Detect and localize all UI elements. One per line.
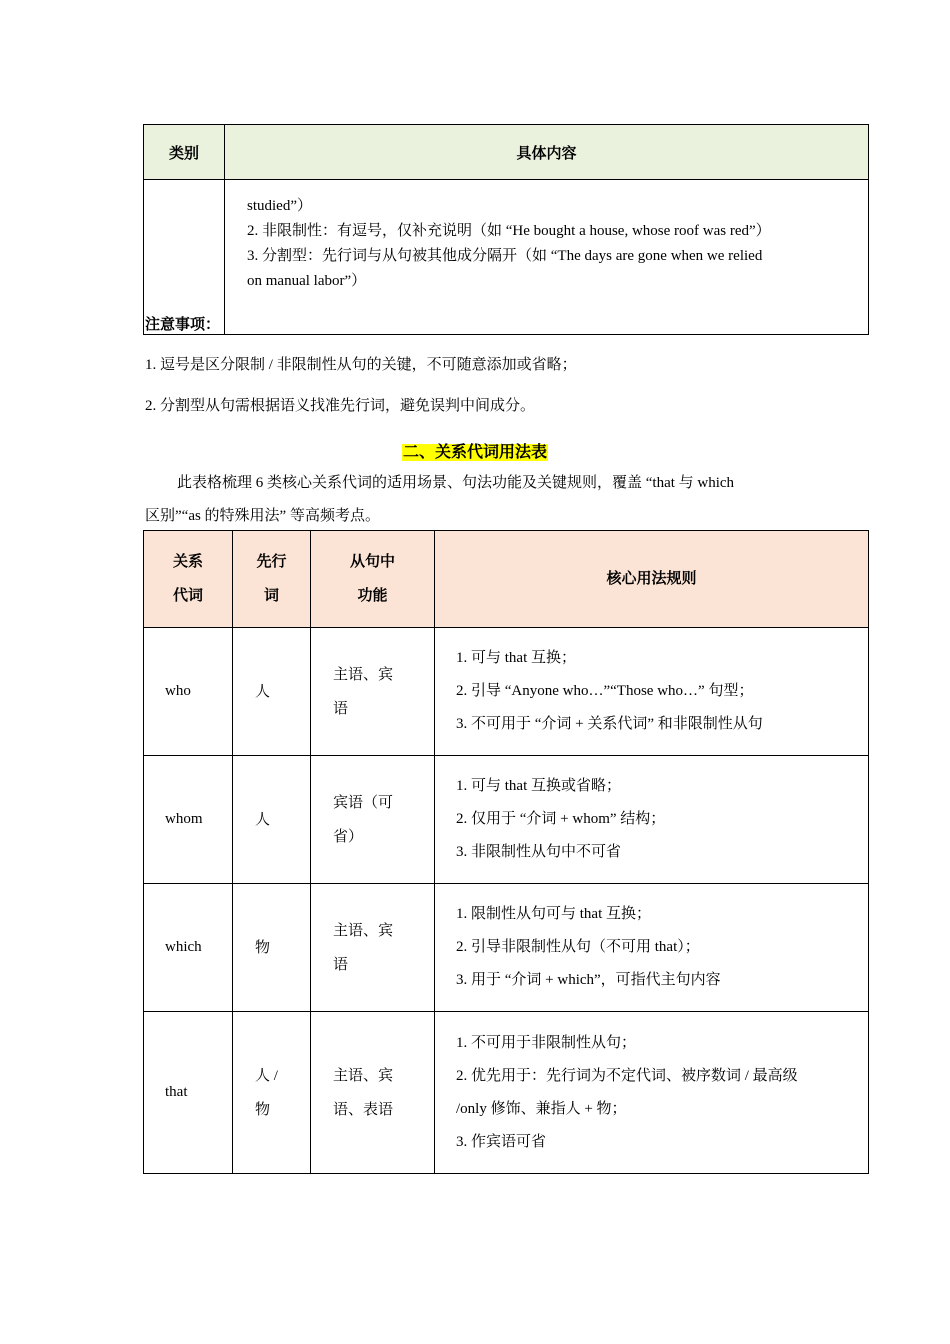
rule-line: 2. 引导 “Anyone who…”“Those who…” 句型； [456, 683, 754, 699]
pronoun-cell: who [144, 628, 233, 756]
header-antecedent [233, 531, 311, 628]
rule-line: 1. 可与 that 互换或省略； [456, 778, 621, 794]
pronoun-cell: that [144, 1012, 233, 1174]
table-header-row [144, 531, 869, 628]
rule-line: 2. 引导非限制性从句（不可用 that）； [456, 939, 700, 955]
rules-cell [435, 1012, 869, 1174]
header-text: 先行 [256, 554, 287, 570]
intro-line: 此表格梳理 6 类核心关系代词的适用场景、句法功能及关键规则，覆盖 “that 与 which [177, 475, 735, 491]
intro-line: 区别”“as 的特殊用法” 等高频考点。 [145, 508, 380, 524]
rule-line: 3. 作宾语可省 [456, 1133, 547, 1150]
rule-line: 2. 仅用于 “介词 + whom” 结构； [456, 811, 666, 827]
function-cell [311, 1012, 435, 1174]
pronoun-cell: which [144, 884, 233, 1012]
table-header-row [144, 125, 869, 180]
rule-line: 3. 用于 “介词 + which”，可指代主句内容 [456, 972, 721, 988]
header-text: 从句中 [349, 554, 395, 570]
rule-line: 3. 非限制性从句中不可省 [456, 844, 622, 860]
rule-line: /only 修饰、兼指人 + 物； [456, 1100, 627, 1117]
header-text: 关系 [172, 554, 203, 570]
cell-line: 语、表语 [333, 1101, 394, 1118]
cell-line: 语 [333, 700, 349, 717]
table-row [144, 1012, 869, 1174]
header-text: 代词 [172, 588, 203, 604]
cell-line: 语 [333, 956, 349, 973]
category-table [143, 124, 869, 335]
header-rules: 核心用法规则 [435, 531, 869, 628]
section-title [0, 439, 950, 462]
cell-line: 物 [255, 1101, 271, 1118]
relative-pronoun-table [143, 530, 869, 1174]
rule-line: 3. 不可用于 “介词 + 关系代词” 和非限制性从句 [456, 716, 763, 732]
note-item: 2. 分割型从句需根据语义找准先行词，避免误判中间成分。 [145, 398, 536, 414]
cell-line: 主语、宾 [333, 666, 394, 683]
header-content: 具体内容 [225, 125, 869, 180]
rules-cell [435, 756, 869, 884]
notes-title: 注意事项： [145, 317, 221, 333]
table-row [144, 884, 869, 1012]
note-item: 1. 逗号是区分限制 / 非限制性从句的关键，不可随意添加或省略； [145, 357, 577, 373]
header-text: 词 [263, 588, 279, 604]
cell-line: 主语、宾 [333, 922, 394, 939]
cell-line: 人 / [255, 1067, 278, 1084]
rule-line: 1. 不可用于非限制性从句； [456, 1034, 637, 1051]
antecedent-cell [233, 628, 311, 756]
content-line: on manual labor”） [247, 273, 367, 289]
function-cell [311, 884, 435, 1012]
content-line: studied”） [247, 198, 312, 214]
antecedent-cell [233, 1012, 311, 1174]
cell-line: 人 [255, 683, 271, 700]
header-pronoun [144, 531, 233, 628]
content-line: 2. 非限制性：有逗号，仅补充说明（如 “He bought a house, whose roof was red”） [247, 223, 771, 239]
rules-cell [435, 628, 869, 756]
header-category: 类别 [144, 125, 225, 180]
header-text: 功能 [357, 588, 388, 604]
cell-line: 主语、宾 [333, 1067, 394, 1084]
rules-cell [435, 884, 869, 1012]
table-row [144, 180, 869, 335]
rule-line: 1. 可与 that 互换； [456, 650, 576, 666]
table-row [144, 628, 869, 756]
function-cell [311, 628, 435, 756]
cell-line: 省） [333, 828, 364, 845]
content-line: 3. 分割型：先行词与从句被其他成分隔开（如 “The days are gone when we relied [247, 248, 763, 264]
rule-line: 2. 优先用于：先行词为不定代词、被序数词 / 最高级 [456, 1067, 798, 1084]
antecedent-cell [233, 756, 311, 884]
cell-line: 物 [255, 939, 271, 956]
pronoun-cell: whom [144, 756, 233, 884]
section-title-text: 二、关系代词用法表 [402, 444, 547, 461]
antecedent-cell [233, 884, 311, 1012]
header-function [311, 531, 435, 628]
content-cell [225, 180, 869, 335]
cell-line: 人 [255, 811, 271, 828]
category-cell [144, 180, 225, 335]
table-row [144, 756, 869, 884]
rule-line: 1. 限制性从句可与 that 互换； [456, 906, 651, 922]
function-cell [311, 756, 435, 884]
cell-line: 宾语（可 [333, 794, 394, 811]
